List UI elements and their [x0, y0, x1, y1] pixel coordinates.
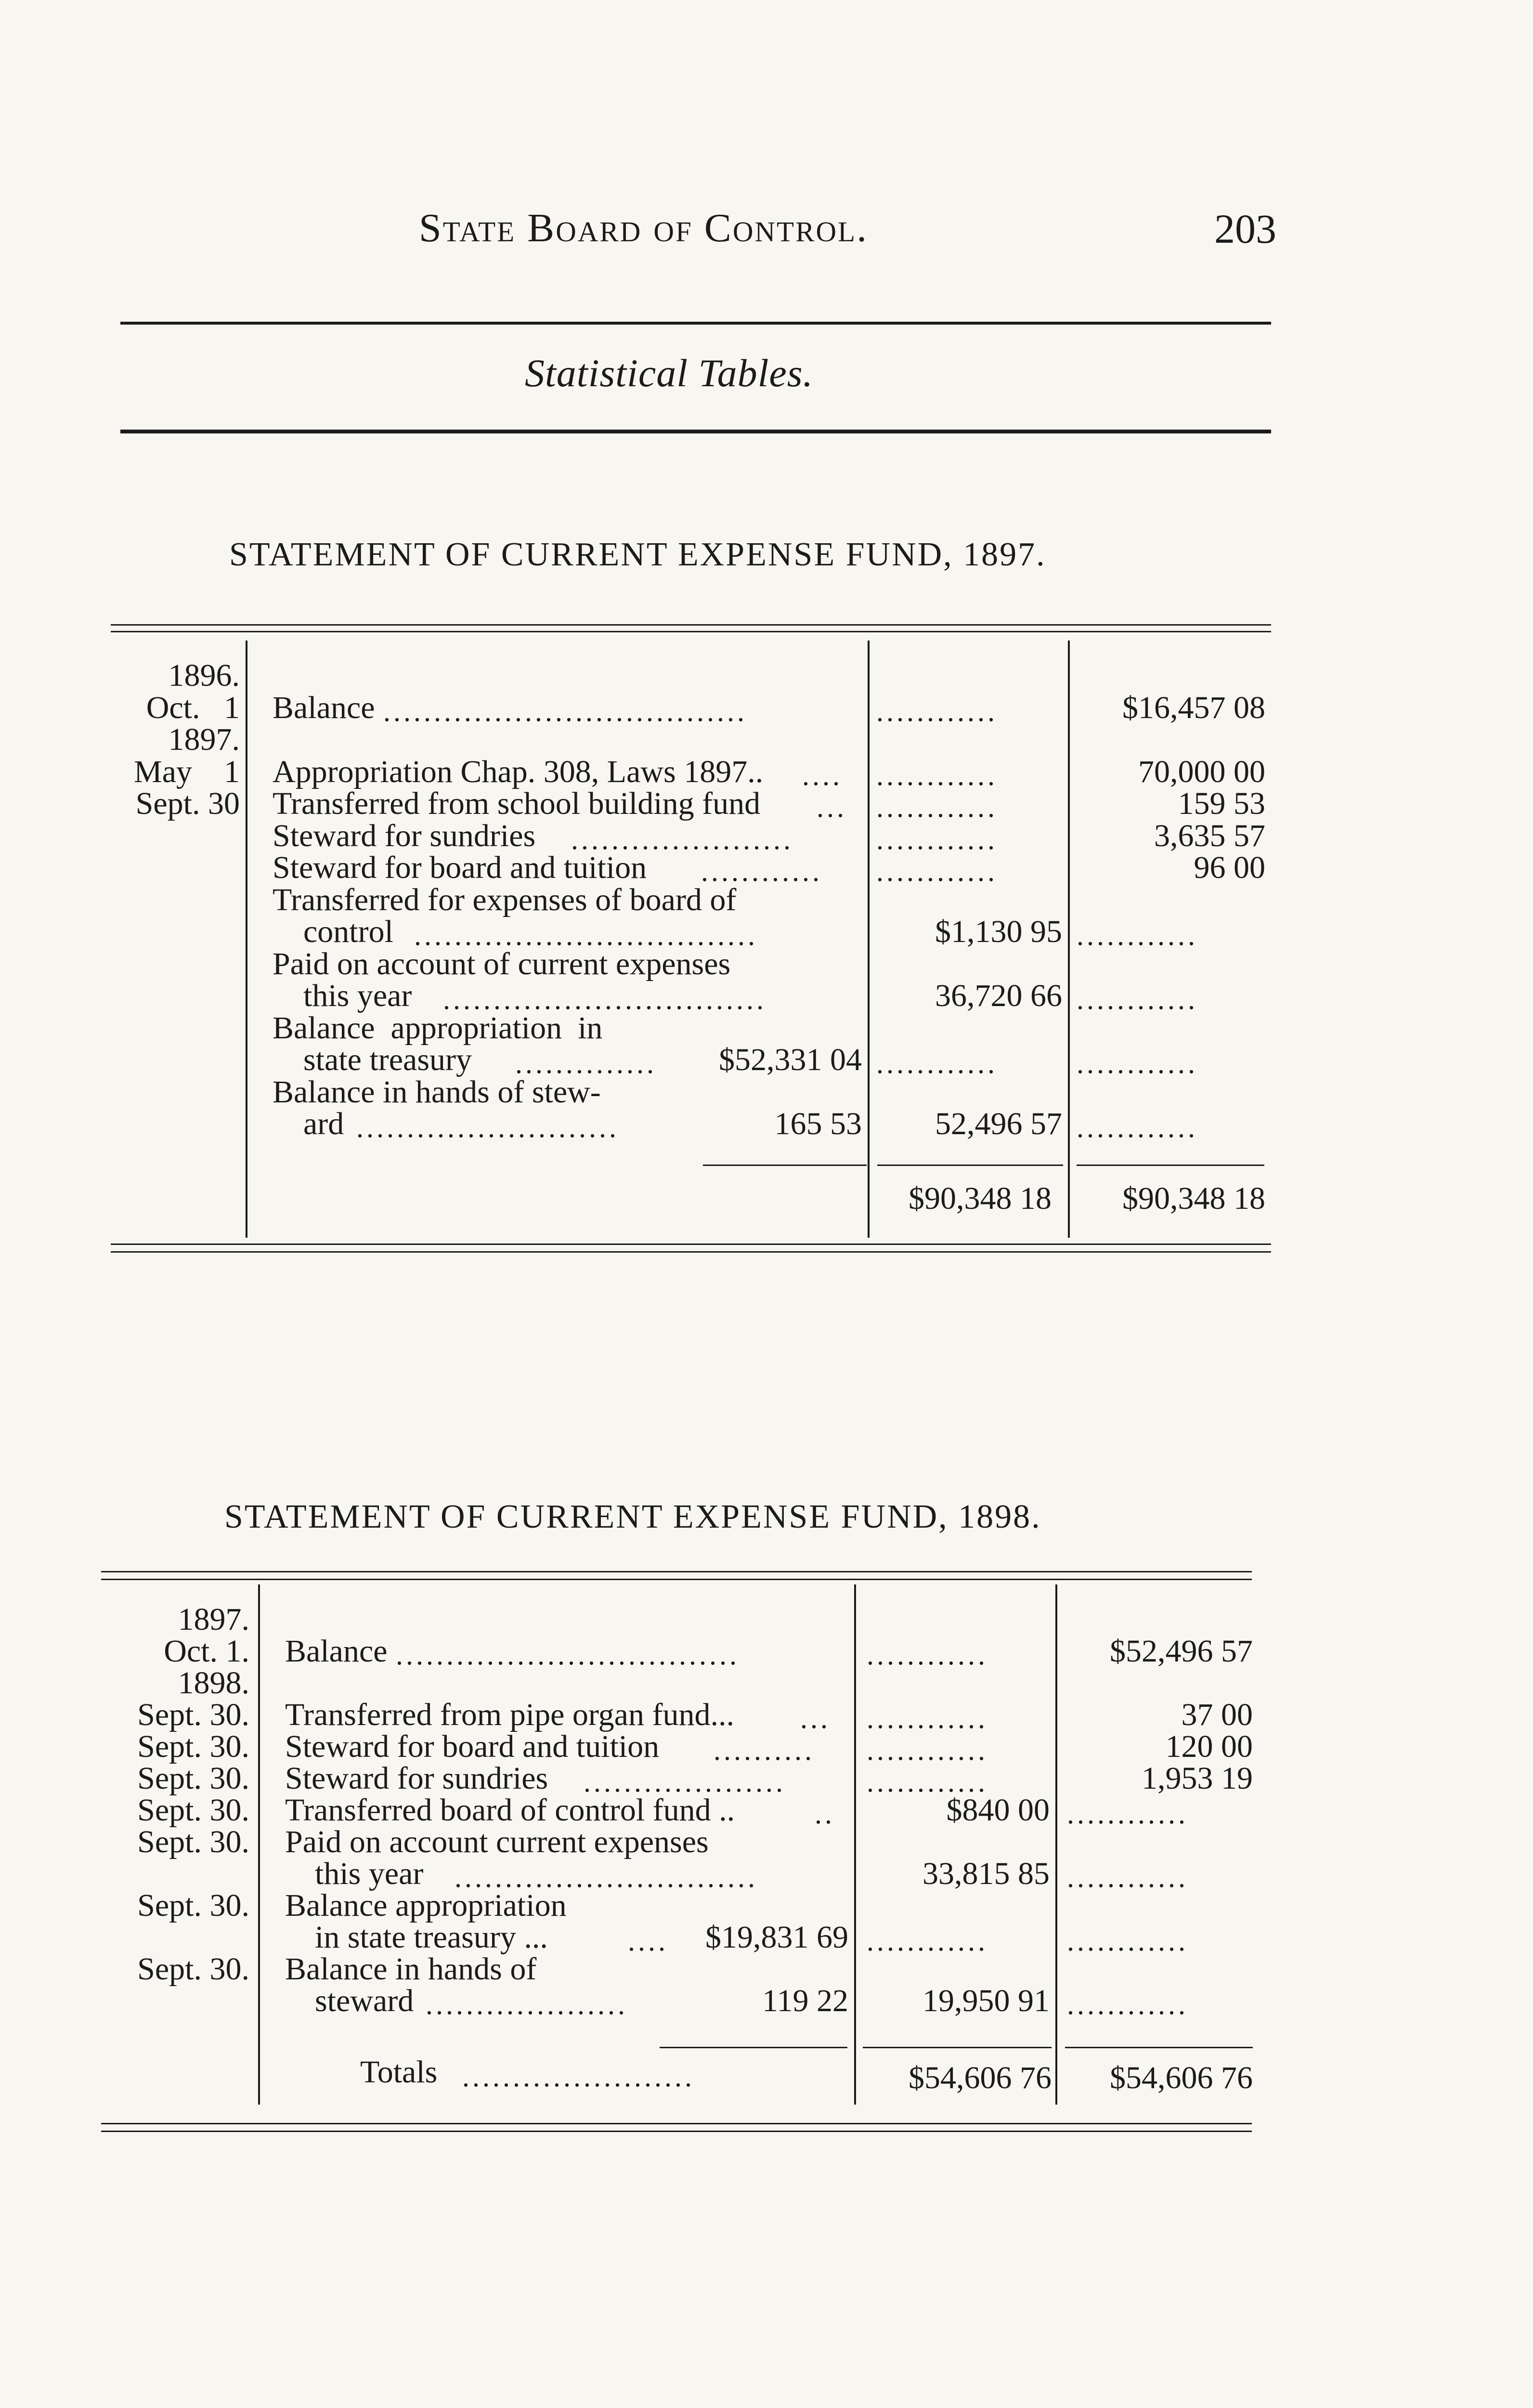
running-head: State Board of Control.	[419, 206, 869, 250]
amount-col2: $16,457 08	[1122, 690, 1265, 725]
entry-date: 1897.	[178, 1602, 249, 1637]
table-top-rule	[101, 1571, 1252, 1572]
leader-dots: ..........................	[356, 1112, 619, 1143]
amount-col1: $840 00	[946, 1793, 1050, 1828]
subtotal-rule	[703, 1165, 867, 1166]
leader-dots: ............	[876, 791, 998, 823]
entry-description: this year	[315, 1856, 424, 1891]
inner-amount: 165 53	[774, 1106, 862, 1141]
leader-dots: ...	[817, 791, 847, 823]
leader-dots: ..................................	[396, 1639, 740, 1671]
leader-dots: ............	[1077, 919, 1198, 951]
entry-description: Balance appropriation	[285, 1888, 567, 1923]
amount-col1: 52,496 57	[935, 1106, 1062, 1141]
leader-dots: ............	[1077, 1047, 1198, 1079]
table-bottom-rule	[101, 2123, 1252, 2124]
leader-dots: ............	[1067, 1798, 1188, 1830]
amount-col2: 96 00	[1194, 850, 1265, 885]
leader-dots: ............	[876, 855, 998, 887]
entry-description: Transferred for expenses of board of	[273, 882, 737, 917]
amount-col2: 70,000 00	[1138, 754, 1265, 789]
leader-dots: ..............................	[455, 1861, 758, 1893]
entry-date: Sept. 30.	[137, 1793, 249, 1828]
page-number: 203	[1214, 206, 1276, 252]
entry-date: Oct. 1	[146, 690, 240, 725]
entry-date: Oct. 1.	[164, 1634, 249, 1669]
entry-description: Balance	[285, 1634, 388, 1669]
entry-date: Sept. 30.	[137, 1888, 249, 1923]
amount-col2: 159 53	[1178, 786, 1265, 821]
entry-date: Sept. 30	[135, 786, 240, 821]
entry-description: Paid on account of current expenses	[273, 946, 731, 982]
entry-date: 1897.	[168, 722, 240, 757]
column-divider	[1055, 1584, 1057, 2105]
leader-dots: ............	[1067, 1861, 1188, 1893]
entry-description: Steward for board and tuition	[273, 850, 647, 885]
leader-dots: ............	[876, 759, 998, 791]
leader-dots: ...	[800, 1702, 831, 1734]
amount-col2: 3,635 57	[1154, 818, 1265, 853]
amount-col1: $1,130 95	[935, 914, 1062, 949]
entry-description: control	[303, 914, 393, 949]
totals-label: Totals	[360, 2055, 438, 2090]
statement-title-1897: STATEMENT OF CURRENT EXPENSE FUND, 1897.	[229, 536, 1046, 573]
leader-dots: ............	[1077, 983, 1198, 1015]
entry-description: Transferred board of control fund ..	[285, 1793, 735, 1828]
total-col1: $54,606 76	[909, 2060, 1052, 2095]
leader-dots: ....................	[584, 1766, 786, 1798]
table-top-rule	[111, 624, 1271, 626]
entry-date: Sept. 30.	[137, 1824, 249, 1859]
entry-date: Sept. 30.	[137, 1729, 249, 1764]
entry-description: Transferred from school building fund	[273, 786, 761, 821]
table-bottom-rule	[101, 2131, 1252, 2132]
section-rule	[120, 430, 1271, 433]
amount-col2: 1,953 19	[1142, 1761, 1253, 1796]
leader-dots: ............	[867, 1766, 988, 1798]
amount-col1: 33,815 85	[922, 1856, 1050, 1891]
total-col1: $90,348 18	[909, 1181, 1052, 1216]
amount-col1: 19,950 91	[922, 1983, 1050, 2018]
leader-dots: ............	[867, 1639, 988, 1671]
leader-dots: ............	[876, 1047, 998, 1079]
entry-description: Paid on account current expenses	[285, 1824, 709, 1859]
table-bottom-rule	[111, 1251, 1271, 1253]
inner-amount: $19,831 69	[705, 1920, 848, 1955]
leader-dots: ............	[867, 1702, 988, 1734]
entry-description: Steward for sundries	[285, 1761, 548, 1796]
entry-date: Sept. 30.	[137, 1951, 249, 1987]
subtotal-rule	[1065, 2047, 1253, 2048]
entry-description: Balance appropriation in	[273, 1010, 603, 1046]
entry-description: Transferred from pipe organ fund...	[285, 1697, 734, 1732]
leader-dots: ............	[1067, 1989, 1188, 2020]
leader-dots: ....................................	[383, 695, 747, 727]
entry-date: Sept. 30.	[137, 1697, 249, 1732]
subtotal-rule	[660, 2047, 847, 2048]
inner-amount: $52,331 04	[719, 1042, 862, 1077]
entry-date: Sept. 30.	[137, 1761, 249, 1796]
amount-col2: $52,496 57	[1110, 1634, 1253, 1669]
leader-dots: ..	[815, 1798, 835, 1830]
leader-dots: ............	[876, 824, 998, 855]
leader-dots: ..........	[714, 1734, 815, 1766]
section-title: Statistical Tables.	[525, 351, 814, 395]
subtotal-rule	[863, 2047, 1052, 2048]
leader-dots: ................................	[443, 983, 766, 1015]
entry-description: state treasury	[303, 1042, 472, 1077]
entry-description: this year	[303, 978, 412, 1013]
table-top-rule	[101, 1579, 1252, 1580]
entry-description: Steward for sundries	[273, 818, 536, 853]
header-rule	[120, 322, 1271, 325]
amount-col2: 120 00	[1165, 1729, 1253, 1764]
leader-dots: ............	[1077, 1112, 1198, 1143]
leader-dots: ............	[867, 1734, 988, 1766]
column-divider	[258, 1584, 260, 2105]
entry-description: in state treasury ...	[315, 1920, 548, 1955]
leader-dots: ............	[867, 1925, 988, 1957]
leader-dots: ....	[802, 759, 843, 791]
entry-description: Balance in hands of stew-	[273, 1074, 601, 1110]
statement-title-1898: STATEMENT OF CURRENT EXPENSE FUND, 1898.	[224, 1498, 1041, 1535]
entry-date: May 1	[134, 754, 240, 789]
leader-dots: .......................	[462, 2061, 695, 2093]
leader-dots: ......................	[571, 824, 793, 855]
total-col2: $90,348 18	[1122, 1181, 1265, 1216]
table-top-rule	[111, 631, 1271, 632]
leader-dots: ............	[876, 695, 998, 727]
entry-description: steward	[315, 1983, 414, 2018]
inner-amount: 119 22	[762, 1983, 848, 2018]
leader-dots: ............	[1067, 1925, 1188, 1957]
entry-description: Steward for board and tuition	[285, 1729, 660, 1764]
column-divider	[246, 641, 247, 1238]
amount-col1: 36,720 66	[935, 978, 1062, 1013]
table-bottom-rule	[111, 1243, 1271, 1245]
leader-dots: ..................................	[414, 919, 758, 951]
amount-col2: 37 00	[1181, 1697, 1253, 1732]
entry-description: ard	[303, 1106, 344, 1141]
entry-date: 1898.	[178, 1665, 249, 1701]
subtotal-rule	[877, 1165, 1063, 1166]
leader-dots: ..............	[515, 1047, 657, 1079]
column-divider	[868, 641, 870, 1238]
column-divider	[1068, 641, 1070, 1238]
leader-dots: ....................	[426, 1989, 628, 2020]
entry-description: Balance	[273, 690, 375, 725]
entry-date: 1896.	[168, 658, 240, 693]
subtotal-rule	[1077, 1165, 1264, 1166]
entry-description: Balance in hands of	[285, 1951, 537, 1987]
entry-description: Appropriation Chap. 308, Laws 1897..	[273, 754, 764, 789]
column-divider	[854, 1584, 856, 2105]
total-col2: $54,606 76	[1110, 2060, 1253, 2095]
leader-dots: ............	[701, 855, 822, 887]
leader-dots: ....	[628, 1925, 668, 1957]
